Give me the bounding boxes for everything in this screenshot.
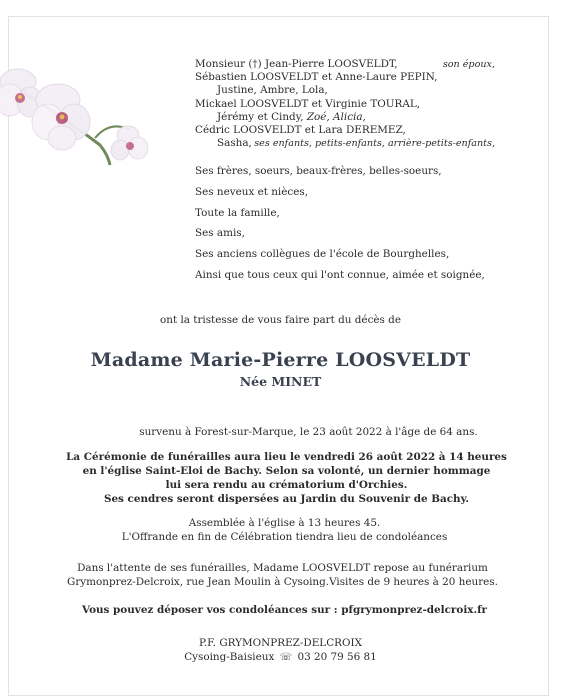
family-line: Mickael LOOSVELDT et Virginie TOURAL, — [195, 97, 421, 110]
family-names-italic: Zoé, Alicia, — [306, 110, 366, 123]
condolences-line: Vous pouvez déposer vos condoléances sur : pfgrymonprez-delcroix.fr — [81, 604, 488, 616]
funeral-home-name: P.F. GRYMONPREZ-DELCROIX — [198, 637, 363, 649]
ceremony-line: Ses cendres seront dispersées au Jardin du Souvenir de Bachy. — [103, 493, 470, 505]
family-line: Sébastien LOOSVELDT et Anne-Laure PEPIN, — [195, 71, 438, 84]
phone-icon: ☏ — [279, 652, 293, 663]
funerarium-block — [2, 561, 561, 589]
spouse-role: son époux, — [442, 59, 495, 70]
relation-line: Ses frères, soeurs, beaux-frères, belles-soeurs, — [195, 165, 442, 177]
spouse-name: Monsieur (†) Jean-Pierre LOOSVELDT, — [195, 58, 398, 70]
funerarium-line: Dans l'attente de ses funérailles, Madame LOOSVELDT repose au funérarium — [77, 562, 488, 574]
assembly-line: Assemblée à l'église à 13 heures 45. — [188, 517, 381, 529]
deceased-name: Madame Marie-Pierre LOOSVELDT — [90, 349, 471, 371]
children-role: ses enfants, petits-enfants, arrière-petits-enfants, — [254, 138, 495, 150]
family-line: Cédric LOOSVELDT et Lara DEREMEZ, — [195, 123, 406, 136]
relation-line: Ses anciens collègues de l'école de Bourghelles, — [195, 248, 450, 261]
maiden-name: Née MINET — [239, 374, 322, 389]
relation-line: Ainsi que tous ceux qui l'ont connue, aimée et soignée, — [195, 268, 485, 281]
family-names: Jérémy et Cindy, — [217, 110, 304, 123]
relation-line: Ses neveux et nièces, — [195, 185, 309, 198]
funerarium-line: Grymonprez-Delcroix, rue Jean Moulin à Cysoing.Visites de 9 heures à 20 heures. — [67, 576, 498, 588]
ceremony-line: en l'église Saint-Eloi de Bachy. Selon sa volonté, un dernier hommage — [82, 465, 491, 477]
family-line-spouse — [195, 58, 495, 71]
ceremony-block — [6, 450, 561, 506]
ceremony-line: lui sera rendu au crématorium d'Orchies. — [165, 479, 408, 491]
assembly-line: L'Offrande en fin de Célébration tiendra lieu de condoléances — [121, 531, 448, 543]
funeral-home-town: Cysoing-Baisieux — [184, 651, 275, 663]
announcement-intro: ont la tristesse de vous faire part du décès de — [160, 314, 401, 326]
funeral-home-block — [0, 636, 561, 665]
family-line — [195, 111, 495, 124]
orchid-illustration — [0, 60, 160, 170]
family-line: Justine, Ambre, Lola, — [217, 84, 328, 97]
relation-line: Toute la famille, — [195, 206, 280, 219]
family-line-children — [195, 137, 495, 150]
funeral-home-phone: 03 20 79 56 81 — [297, 651, 377, 663]
relation-line: Ses amis, — [195, 227, 245, 240]
death-details: survenu à Forest-sur-Marque, le 23 août 2022 à l'âge de 64 ans. — [139, 426, 478, 438]
ceremony-line: La Cérémonie de funérailles aura lieu le vendredi 26 août 2022 à 14 heures — [66, 451, 507, 463]
funeral-home-contact — [0, 650, 561, 665]
assembly-block — [4, 516, 561, 544]
family-list — [195, 58, 495, 150]
family-names: Sasha, — [217, 137, 252, 150]
relations-list — [195, 165, 515, 290]
